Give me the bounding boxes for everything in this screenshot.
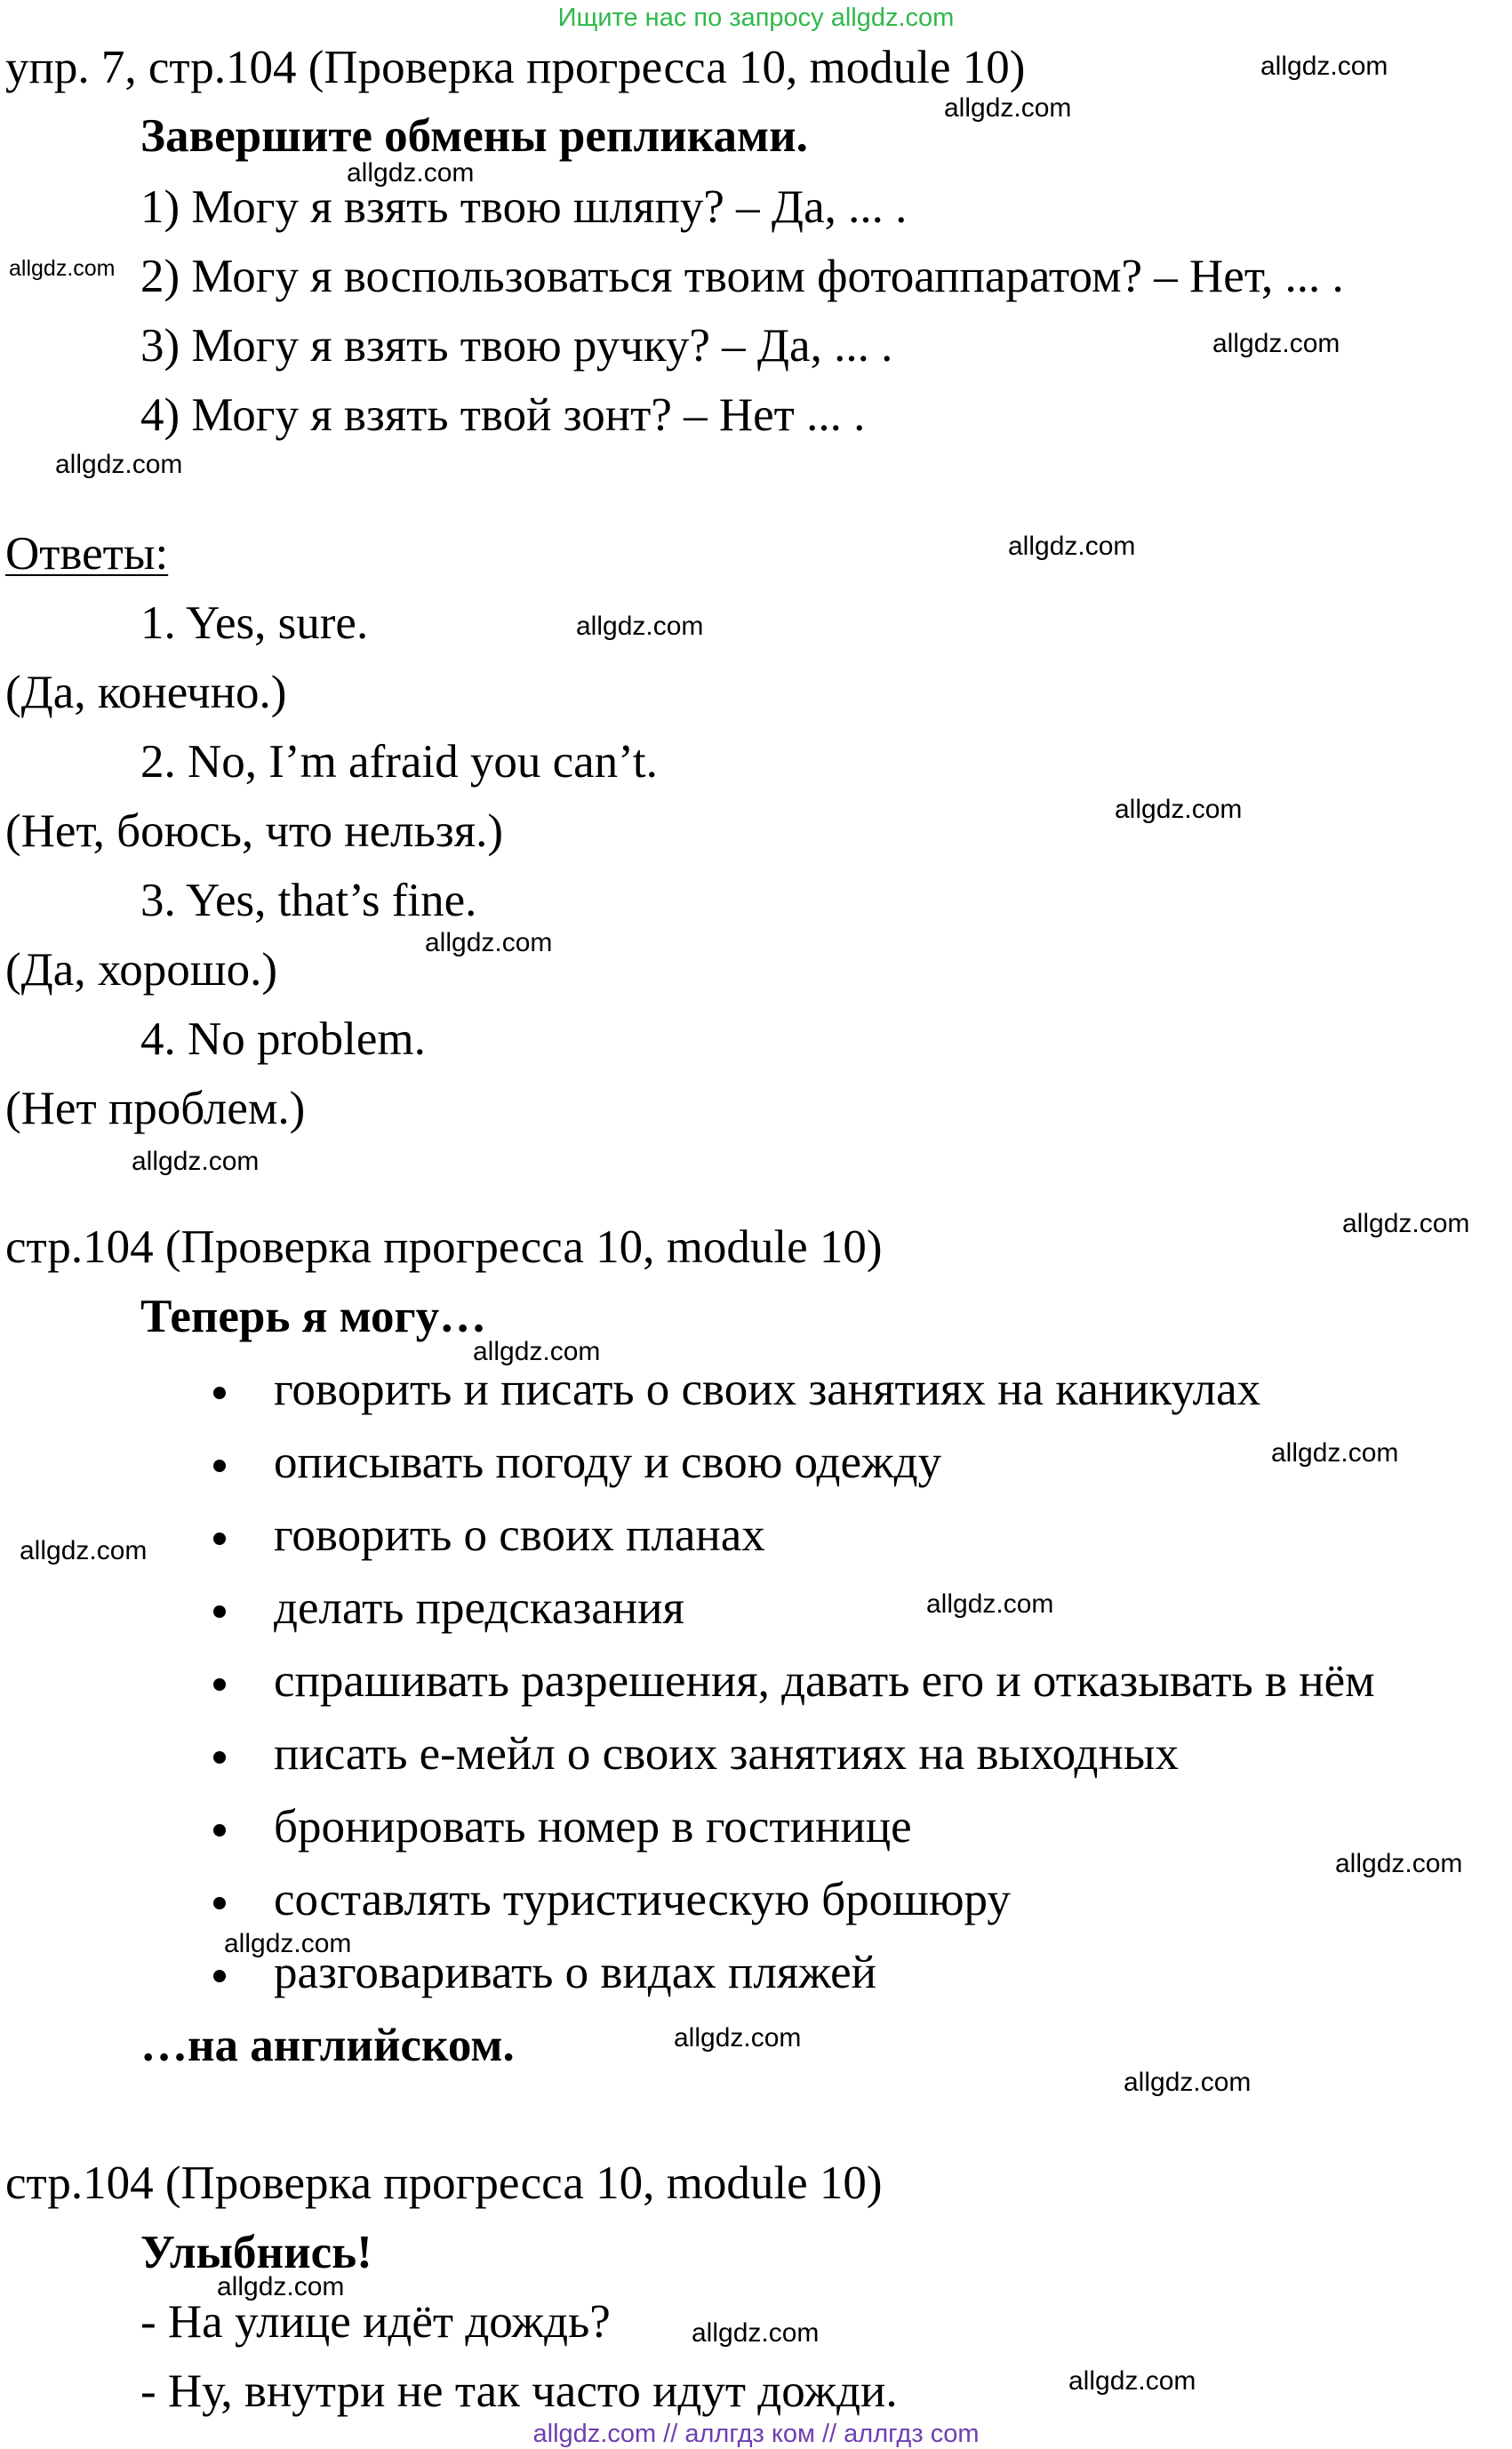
watermark: allgdz.com (926, 1589, 1054, 1619)
answer-1-en: 1. Yes, sure. (140, 597, 369, 649)
bullet-icon (213, 1897, 226, 1909)
bullet-icon (213, 1678, 226, 1691)
watermark: allgdz.com (1260, 52, 1388, 81)
can-do-item-4: делать предсказания (274, 1582, 684, 1634)
watermark: allgdz.com (1068, 2366, 1196, 2396)
watermark: allgdz.com (576, 612, 704, 641)
bullet-icon (213, 1460, 226, 1472)
bullet-icon (213, 1970, 226, 1982)
watermark: allgdz.com (944, 93, 1072, 123)
answer-4-en: 4. No problem. (140, 1013, 426, 1065)
can-do-item-5: спрашивать разрешения, давать его и отказывать в нём (274, 1655, 1375, 1707)
bullet-icon (213, 1387, 226, 1399)
task-instruction: Завершите обмены репликами. (140, 110, 808, 162)
can-do-item-3: говорить о своих планах (274, 1509, 765, 1561)
task-item-1: 1) Могу я взять твою шляпу? – Да, ... . (140, 181, 908, 233)
watermark: allgdz.com (347, 158, 475, 188)
watermark: allgdz.com (132, 1147, 260, 1176)
top-search-banner[interactable]: Ищите нас по запросу allgdz.com (557, 4, 955, 32)
watermark: allgdz.com (20, 1536, 148, 1565)
joke-line-2: - Ну, внутри не так часто идут дожди. (140, 2365, 898, 2417)
bullet-icon (213, 1751, 226, 1764)
task-item-4: 4) Могу я взять твой зонт? – Нет ... . (140, 389, 866, 441)
watermark: allgdz.com (1342, 1209, 1470, 1238)
answers-label: Ответы: (5, 528, 169, 580)
watermark: allgdz.com (1008, 532, 1136, 561)
section3-title: Улыбнись! (140, 2227, 372, 2278)
answer-3-ru: (Да, хорошо.) (5, 944, 278, 996)
bullet-icon (213, 1605, 226, 1618)
watermark: allgdz.com (224, 1929, 352, 1958)
answer-4-ru: (Нет проблем.) (5, 1083, 306, 1134)
task-item-2: 2) Могу я воспользоваться твоим фотоаппаратом? – Нет, ... . (140, 251, 1344, 302)
can-do-item-6: писать е-мейл о своих занятиях на выходных (274, 1728, 1179, 1780)
section2-title: Теперь я могу… (140, 1291, 487, 1342)
can-do-item-2: описывать погоду и свою одежду (274, 1437, 942, 1488)
watermark: allgdz.com (692, 2318, 820, 2348)
bottom-links-banner[interactable]: allgdz.com // аллгдз ком // аллгдз com (532, 2420, 980, 2448)
watermark: allgdz.com (217, 2272, 345, 2301)
bullet-icon (213, 1824, 226, 1837)
answer-3-en: 3. Yes, that’s fine. (140, 875, 477, 926)
can-do-item-1: говорить и писать о своих занятиях на каникулах (274, 1364, 1261, 1415)
task-item-3: 3) Могу я взять твою ручку? – Да, ... . (140, 320, 893, 372)
watermark: allgdz.com (9, 256, 116, 281)
watermark: allgdz.com (1271, 1438, 1399, 1468)
watermark: allgdz.com (1335, 1849, 1463, 1878)
watermark: allgdz.com (674, 2023, 802, 2053)
section3-heading: стр.104 (Проверка прогресса 10, module 10) (5, 2157, 883, 2209)
exercise-heading: упр. 7, стр.104 (Проверка прогресса 10, module 10) (5, 42, 1026, 93)
answer-2-ru: (Нет, боюсь, что нельзя.) (5, 805, 503, 857)
answer-1-ru: (Да, конечно.) (5, 667, 287, 718)
can-do-item-7: бронировать номер в гостинице (274, 1801, 912, 1853)
can-do-item-9: разговаривать о видах пляжей (274, 1947, 877, 1998)
can-do-item-8: составлять туристическую брошюру (274, 1874, 1011, 1925)
joke-line-1: - На улице идёт дождь? (140, 2296, 611, 2348)
watermark: allgdz.com (1124, 2068, 1252, 2097)
watermark: allgdz.com (1115, 795, 1243, 824)
bullet-icon (213, 1533, 226, 1545)
watermark: allgdz.com (55, 450, 183, 479)
section2-closing: …на английском. (140, 2020, 515, 2071)
watermark: allgdz.com (1212, 329, 1340, 358)
answer-2-en: 2. No, I’m afraid you can’t. (140, 736, 658, 788)
section2-heading: стр.104 (Проверка прогресса 10, module 10) (5, 1221, 883, 1273)
watermark: allgdz.com (425, 928, 553, 957)
watermark: allgdz.com (473, 1337, 601, 1366)
